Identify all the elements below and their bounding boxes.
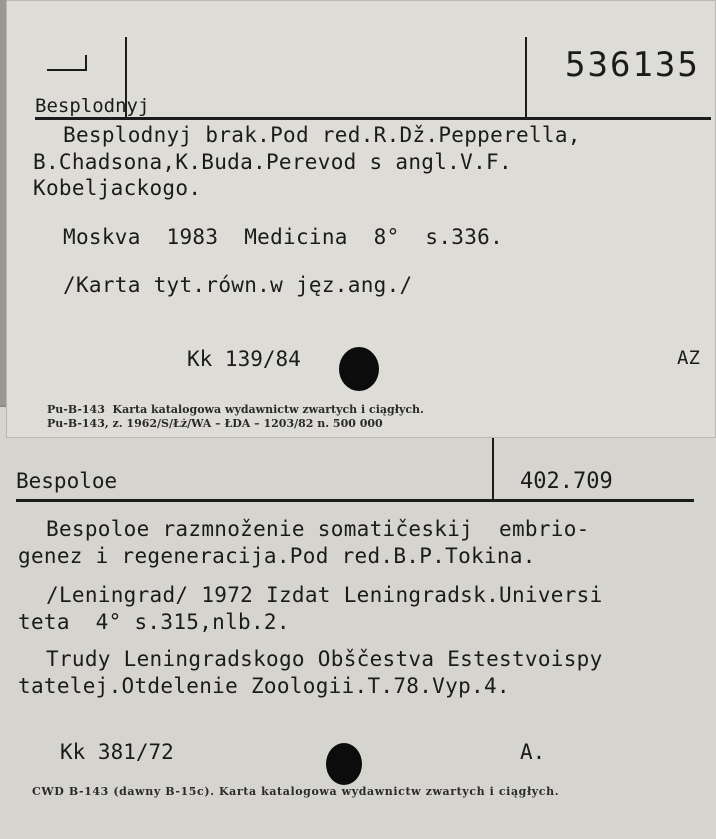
card-footer-line: Pu-B-143 Karta katalogowa wydawnictw zwartych i ciągłych. <box>47 403 424 416</box>
accession-number: 402.709 <box>520 469 613 494</box>
heading-rule <box>16 499 694 502</box>
card-heading: Bespoloe <box>16 469 118 493</box>
card-heading: Besplodnyj <box>35 95 150 117</box>
title-line: Besplodnyj brak.Pod red.R.Dž.Pepperella, <box>63 123 581 147</box>
card-footer-line: Pu-B-143, z. 1962/S/Łż/WA – ŁDA – 1203/82 n. 500 000 <box>47 417 383 430</box>
imprint-line: /Leningrad/ 1972 Izdat Leningradsk.Universi <box>46 583 603 607</box>
card-footer: CWD B-143 (dawny B-15c). Karta katalogowa wydawnictw zwartych i ciągłych. <box>32 785 560 798</box>
corner-mark <box>47 69 87 71</box>
corner-mark-vertical <box>85 55 87 71</box>
catalog-card-top <box>6 0 716 438</box>
note-line: /Karta tyt.równ.w jęz.ang./ <box>63 273 413 297</box>
punch-hole <box>326 743 362 785</box>
accession-number: 536135 <box>565 45 700 85</box>
series-line: tatelej.Otdelenie Zoologii.T.78.Vyp.4. <box>18 674 510 698</box>
shelfmark: Kk 381/72 <box>60 740 174 764</box>
title-line: Bespoloe razmnoženie somatičeskij embrio- <box>46 517 590 541</box>
imprint-line: Moskva 1983 Medicina 8° s.336. <box>63 225 504 249</box>
series-line: Trudy Leningradskogo Obščestva Estestvoispy <box>46 647 603 671</box>
catalog-card-bottom <box>0 405 716 839</box>
title-line: Kobeljackogo. <box>33 176 202 200</box>
column-divider <box>492 437 494 499</box>
punch-hole <box>339 347 379 391</box>
location-code: AZ <box>677 347 700 369</box>
location-code: A. <box>520 740 546 764</box>
title-line: B.Chadsona,K.Buda.Perevod s angl.V.F. <box>33 150 512 174</box>
shelfmark: Kk 139/84 <box>187 347 301 371</box>
column-divider <box>525 37 527 117</box>
heading-rule <box>35 117 711 120</box>
title-line: genez i regeneracija.Pod red.B.P.Tokina. <box>18 544 536 568</box>
imprint-line: teta 4° s.315,nlb.2. <box>18 610 290 634</box>
